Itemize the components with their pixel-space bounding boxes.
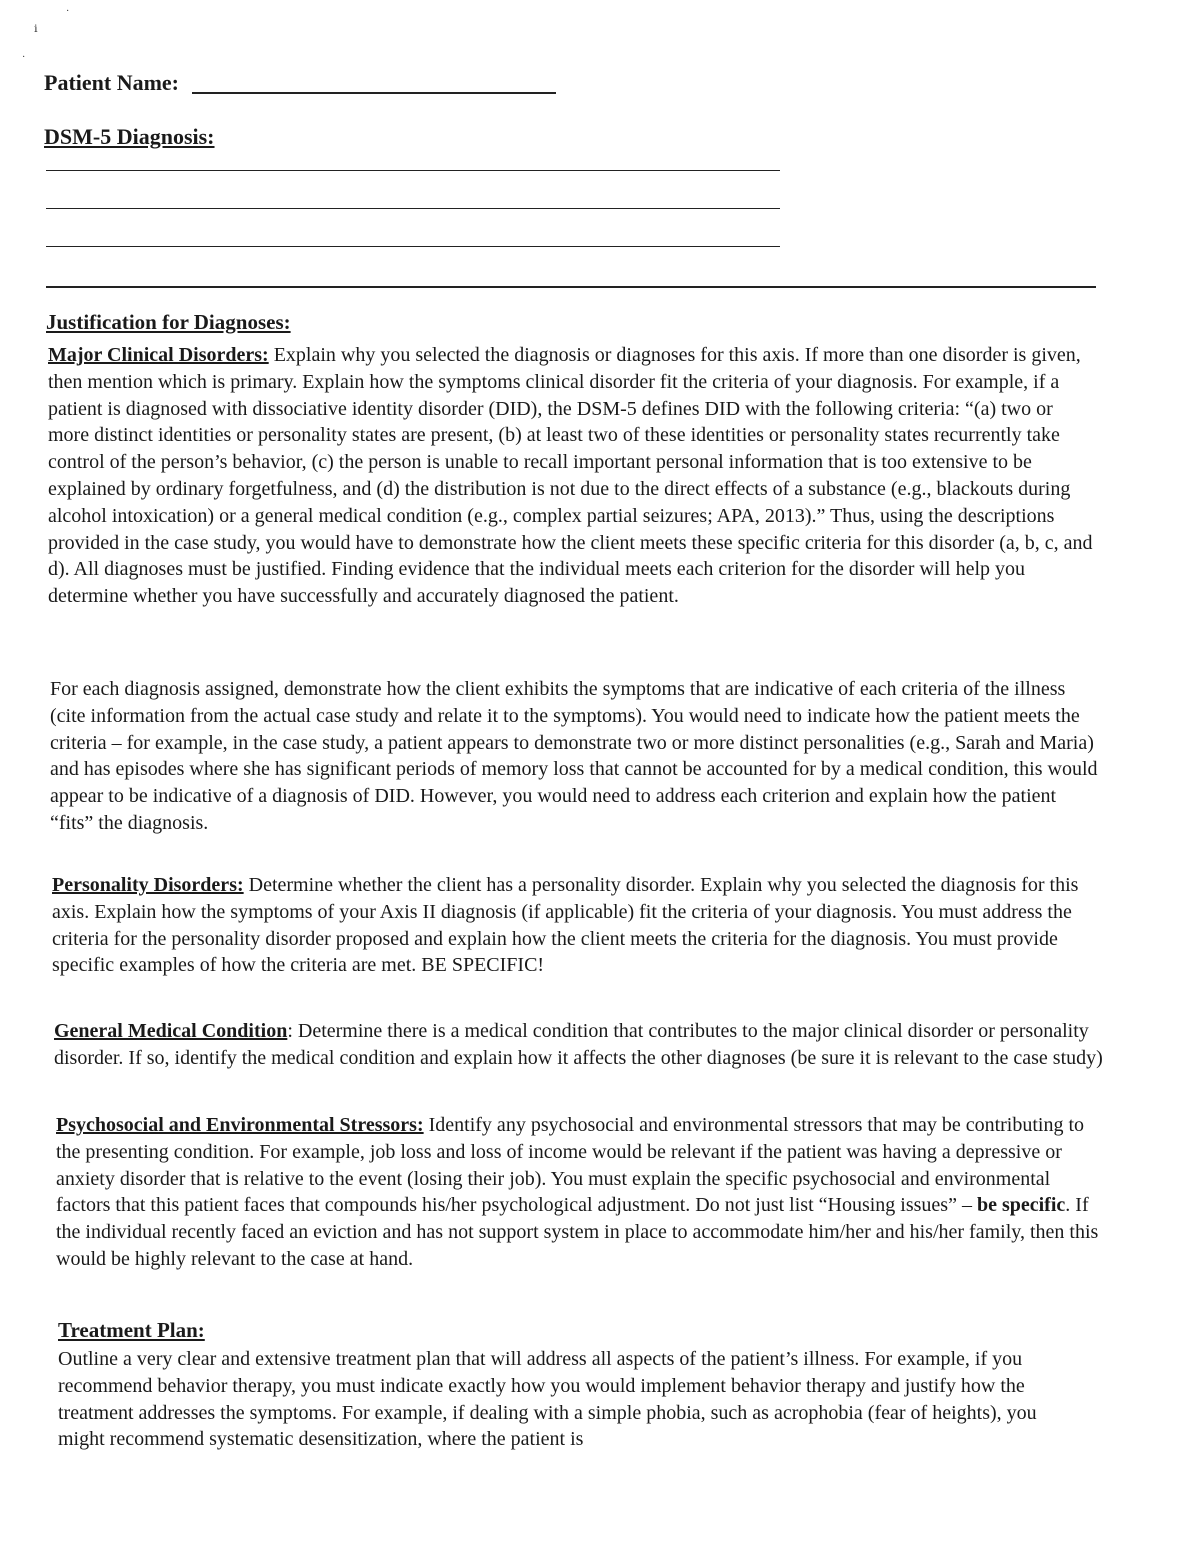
- stressors-text-2: . If the individual recently faced an eviction and has not support system in place to accommodate him/her and his/her family, then this would be highly relevant to the case at hand.: [56, 1194, 1099, 1270]
- patient-name-label: Patient Name:: [44, 70, 180, 95]
- scan-mark: ⁱ: [34, 22, 38, 42]
- major-clinical-disorders-lead: Major Clinical Disorders:: [48, 344, 269, 366]
- diagnosis-line-3[interactable]: [46, 246, 780, 247]
- general-medical-paragraph: [54, 1018, 1104, 1072]
- scan-mark: ·: [66, 6, 70, 17]
- treatment-plan-paragraph: Outline a very clear and extensive treatment plan that will address all aspects of the patient’s illness. For example, if you recommend behavior therapy, you must indicate exactly how you would implement behavior therapy and justify how the treatment addresses the symptoms. For example, if dealing with a simple phobia, such as acrophobia (fear of heights), you might recommend systematic desensitization, where the patient is: [58, 1348, 1037, 1451]
- diagnosis-label: DSM-5 Diagnosis:: [44, 124, 215, 149]
- scan-mark: ·: [22, 52, 26, 63]
- major-clinical-disorders-text: Explain why you selected the diagnosis or diagnoses for this axis. If more than one disorder is given, then mention which is primary. Explain how the symptoms clinical disorder fit the criteria of your diagnosis. For example, if a patient is diagnosed with dissociative identity disorder (DID), the DSM-5 defines DID with the following criteria: “(a) two or more distinct identities or personality states are present, (b) at least two of these identities or personality states recurrently take control of the person’s behavior, (c) the person is unable to recall important personal information that is too extensive to be explained by ordinary forgetfulness, and (d) the distribution is not due to the direct effects of a substance (e.g., blackouts during alcohol intoxication) or a general medical condition (e.g., complex partial seizures; APA, 2013).” Thus, using the descriptions provided in the case study, you would have to demonstrate how the client meets these specific criteria for this disorder (a, b, c, and d). All diagnoses must be justified. Finding evidence that the individual meets each criterion for the disorder will help you determine whether you have successfully and accurately diagnosed the patient.: [48, 344, 1093, 608]
- each-diagnosis-paragraph: For each diagnosis assigned, demonstrate how the client exhibits the symptoms that are indicative of each criteria of the illness (cite information from the actual case study and relate it to the symptoms). You would need to indicate how the patient meets the criteria – for example, in the case study, a patient appears to demonstrate two or more distinct personalities (e.g., Sarah and Maria) and has episodes where she has significant periods of memory loss that cannot be accounted for by a medical condition, this would appear to be indicative of a diagnosis of DID. However, you would need to address each criterion and explain how the patient “fits” the diagnosis.: [50, 678, 1098, 834]
- diagnosis-line-4[interactable]: [46, 286, 1096, 288]
- major-clinical-disorders-paragraph: [48, 342, 1098, 610]
- personality-disorders-text: Determine whether the client has a personality disorder. Explain why you selected the diagnosis for this axis. Explain how the symptoms of your Axis II diagnosis (if applicable) fit the criteria of your diagnosis. You must address the criteria for the personality disorder proposed and explain how the client meets the criteria for the diagnosis. You must provide specific examples of how the criteria are met. BE SPECIFIC!: [52, 874, 1079, 977]
- general-medical-lead: General Medical Condition: [54, 1020, 288, 1042]
- patient-name-field[interactable]: [192, 92, 556, 94]
- diagnosis-line-2[interactable]: [46, 208, 780, 209]
- stressors-emphasis: be specific: [976, 1194, 1066, 1217]
- general-medical-text: : Determine there is a medical condition that contributes to the major clinical disorder or personality disorder. If so, identify the medical condition and explain how it affects the other diagnoses (be sure it is relevant to the case study): [54, 1020, 1103, 1069]
- personality-disorders-paragraph: [52, 872, 1102, 979]
- diagnosis-line-1[interactable]: [46, 170, 780, 171]
- personality-disorders-lead: Personality Disorders:: [52, 874, 244, 896]
- treatment-plan-heading: Treatment Plan:: [58, 1318, 205, 1342]
- justification-heading: Justification for Diagnoses:: [46, 310, 291, 334]
- stressors-paragraph: [56, 1112, 1106, 1273]
- diagnosis-row: [44, 124, 215, 150]
- patient-name-row: [44, 70, 179, 96]
- stressors-lead: Psychosocial and Environmental Stressors:: [56, 1114, 424, 1136]
- stressors-text-1: Identify any psychosocial and environmental stressors that may be contributing to the presenting condition. For example, job loss and loss of income would be relevant if the patient was having a depressive or anxiety disorder that is relative to the event (losing their job). You must explain the specific psychosocial and environmental factors that this patient faces that compounds his/her psychological adjustment. Do not just list “Housing issues” –: [56, 1114, 1085, 1217]
